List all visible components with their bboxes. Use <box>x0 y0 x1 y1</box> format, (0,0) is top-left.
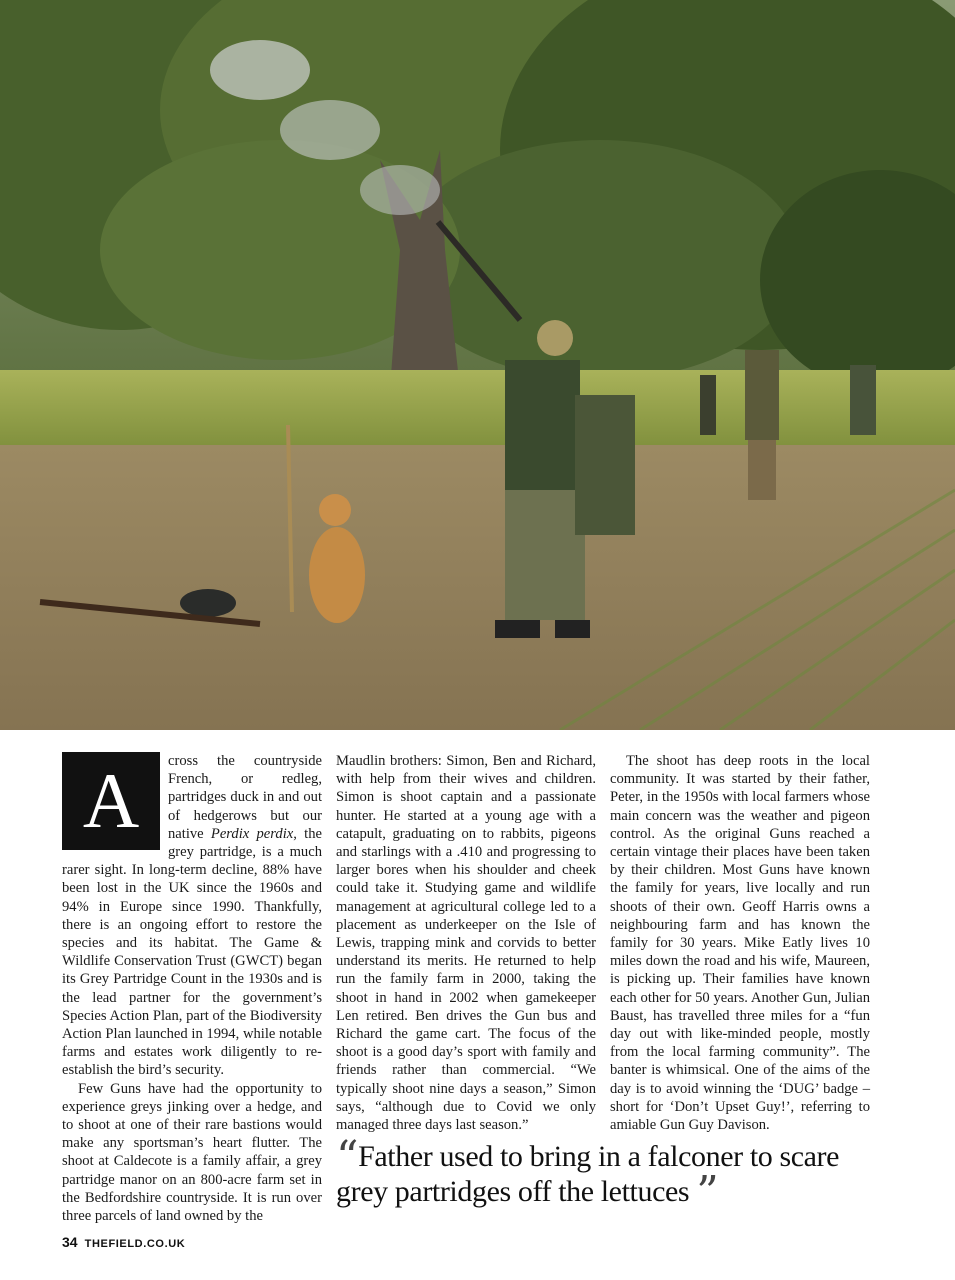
paragraph-text: , the grey partridge, is a much rarer sight. In long-term decline, 88% have been lost in the UK since the 1960s and 94% in Europe since 1990. Thankfully, there is an ongoing effort to restore the species and its habitat. The Game & Wildlife Conservation Trust (GWCT) began its Grey Partridge Count in the 1930s and is the lead partner for the government’s Species Action Plan, part of the Biodiversity Action Plan launched in 1994, while notable farms and estates work diligently to re-establish the bird’s security. <box>62 825 322 1079</box>
drop-cap: A <box>62 752 160 850</box>
open-quote-mark: “ <box>336 1132 359 1183</box>
page-number: 34 <box>62 1234 78 1250</box>
article-paragraph: Few Guns have had the opportunity to experience greys jinking over a hedge, and to shoot at one of their rare bastions would make any sportsman’s heart flutter. The shoot at Caldecote is a family affair, a grey partridge manor on an 800-acre farm set in the Bedfordshire countryside. It is run over three parcels of land owned by the <box>62 1080 322 1225</box>
paragraph-text: cross the countryside French, or redleg, partridges duck in and out of hedgerows but our native <box>168 753 322 842</box>
pull-quote-text: Father used to bring in a falconer to scare grey partridges off the lettuces <box>336 1140 840 1208</box>
pull-quote <box>336 1132 876 1218</box>
article-column-1 <box>62 752 322 1225</box>
species-name: Perdix perdix <box>210 825 294 842</box>
article-paragraph: Maudlin brothers: Simon, Ben and Richard, with help from their wives and children. Simon is shoot captain and a passionate hunter. He started at a young age with a catapult, graduating on to rabbits, pigeons and starlings with a .410 and progressing to larger bores when his shoulder and cheek could take it. Studying game and wildlife management at agricultural college led to a placement as underkeeper on the Isle of Lewis, trapping mink and corvids to better understand its merits. He returned to help run the family farm in 2000, taking the shoot in hand in 2002 when gamekeeper Len retired. Ben drives the Gun bus and Richard the game cart. The focus of the shoot is a good day’s sport with family and friends rather than commercial. “We typically shoot nine days a season,” Simon says, “although due to Covid we only managed three days last season.” <box>336 753 596 1134</box>
article-column-2 <box>336 752 596 1134</box>
page-footer <box>62 1234 185 1250</box>
article-paragraph <box>62 752 322 1080</box>
article-paragraph: The shoot has deep roots in the local community. It was started by their father, Peter, in the 1950s with local farmers whose main concern was the weather and pigeon control. As the original Guns reached a certain vintage their places have been taken by their children. Most Guns have known the family for years, live locally and run shoots of their own. Geoff Harris owns a neighbouring farm and has known the family for 30 years. Mike Eatly lives 10 miles down the road and his wife, Maureen, is picking up. Their families have known each other for 50 years. Another Gun, Julian Baust, has travelled three miles for a “fun day out with like-minded people, mostly from the local farming community”. The banter is whimsical. One of the aims of the day is to avoid winning the ‘DUG’ badge – short for ‘Don’t Upset Guy!’, referring to amiable Gun Guy Davison. <box>610 753 870 1134</box>
close-quote-mark: ” <box>696 1167 719 1218</box>
article-column-3 <box>610 752 870 1134</box>
site-name: THEFIELD.CO.UK <box>84 1238 186 1250</box>
